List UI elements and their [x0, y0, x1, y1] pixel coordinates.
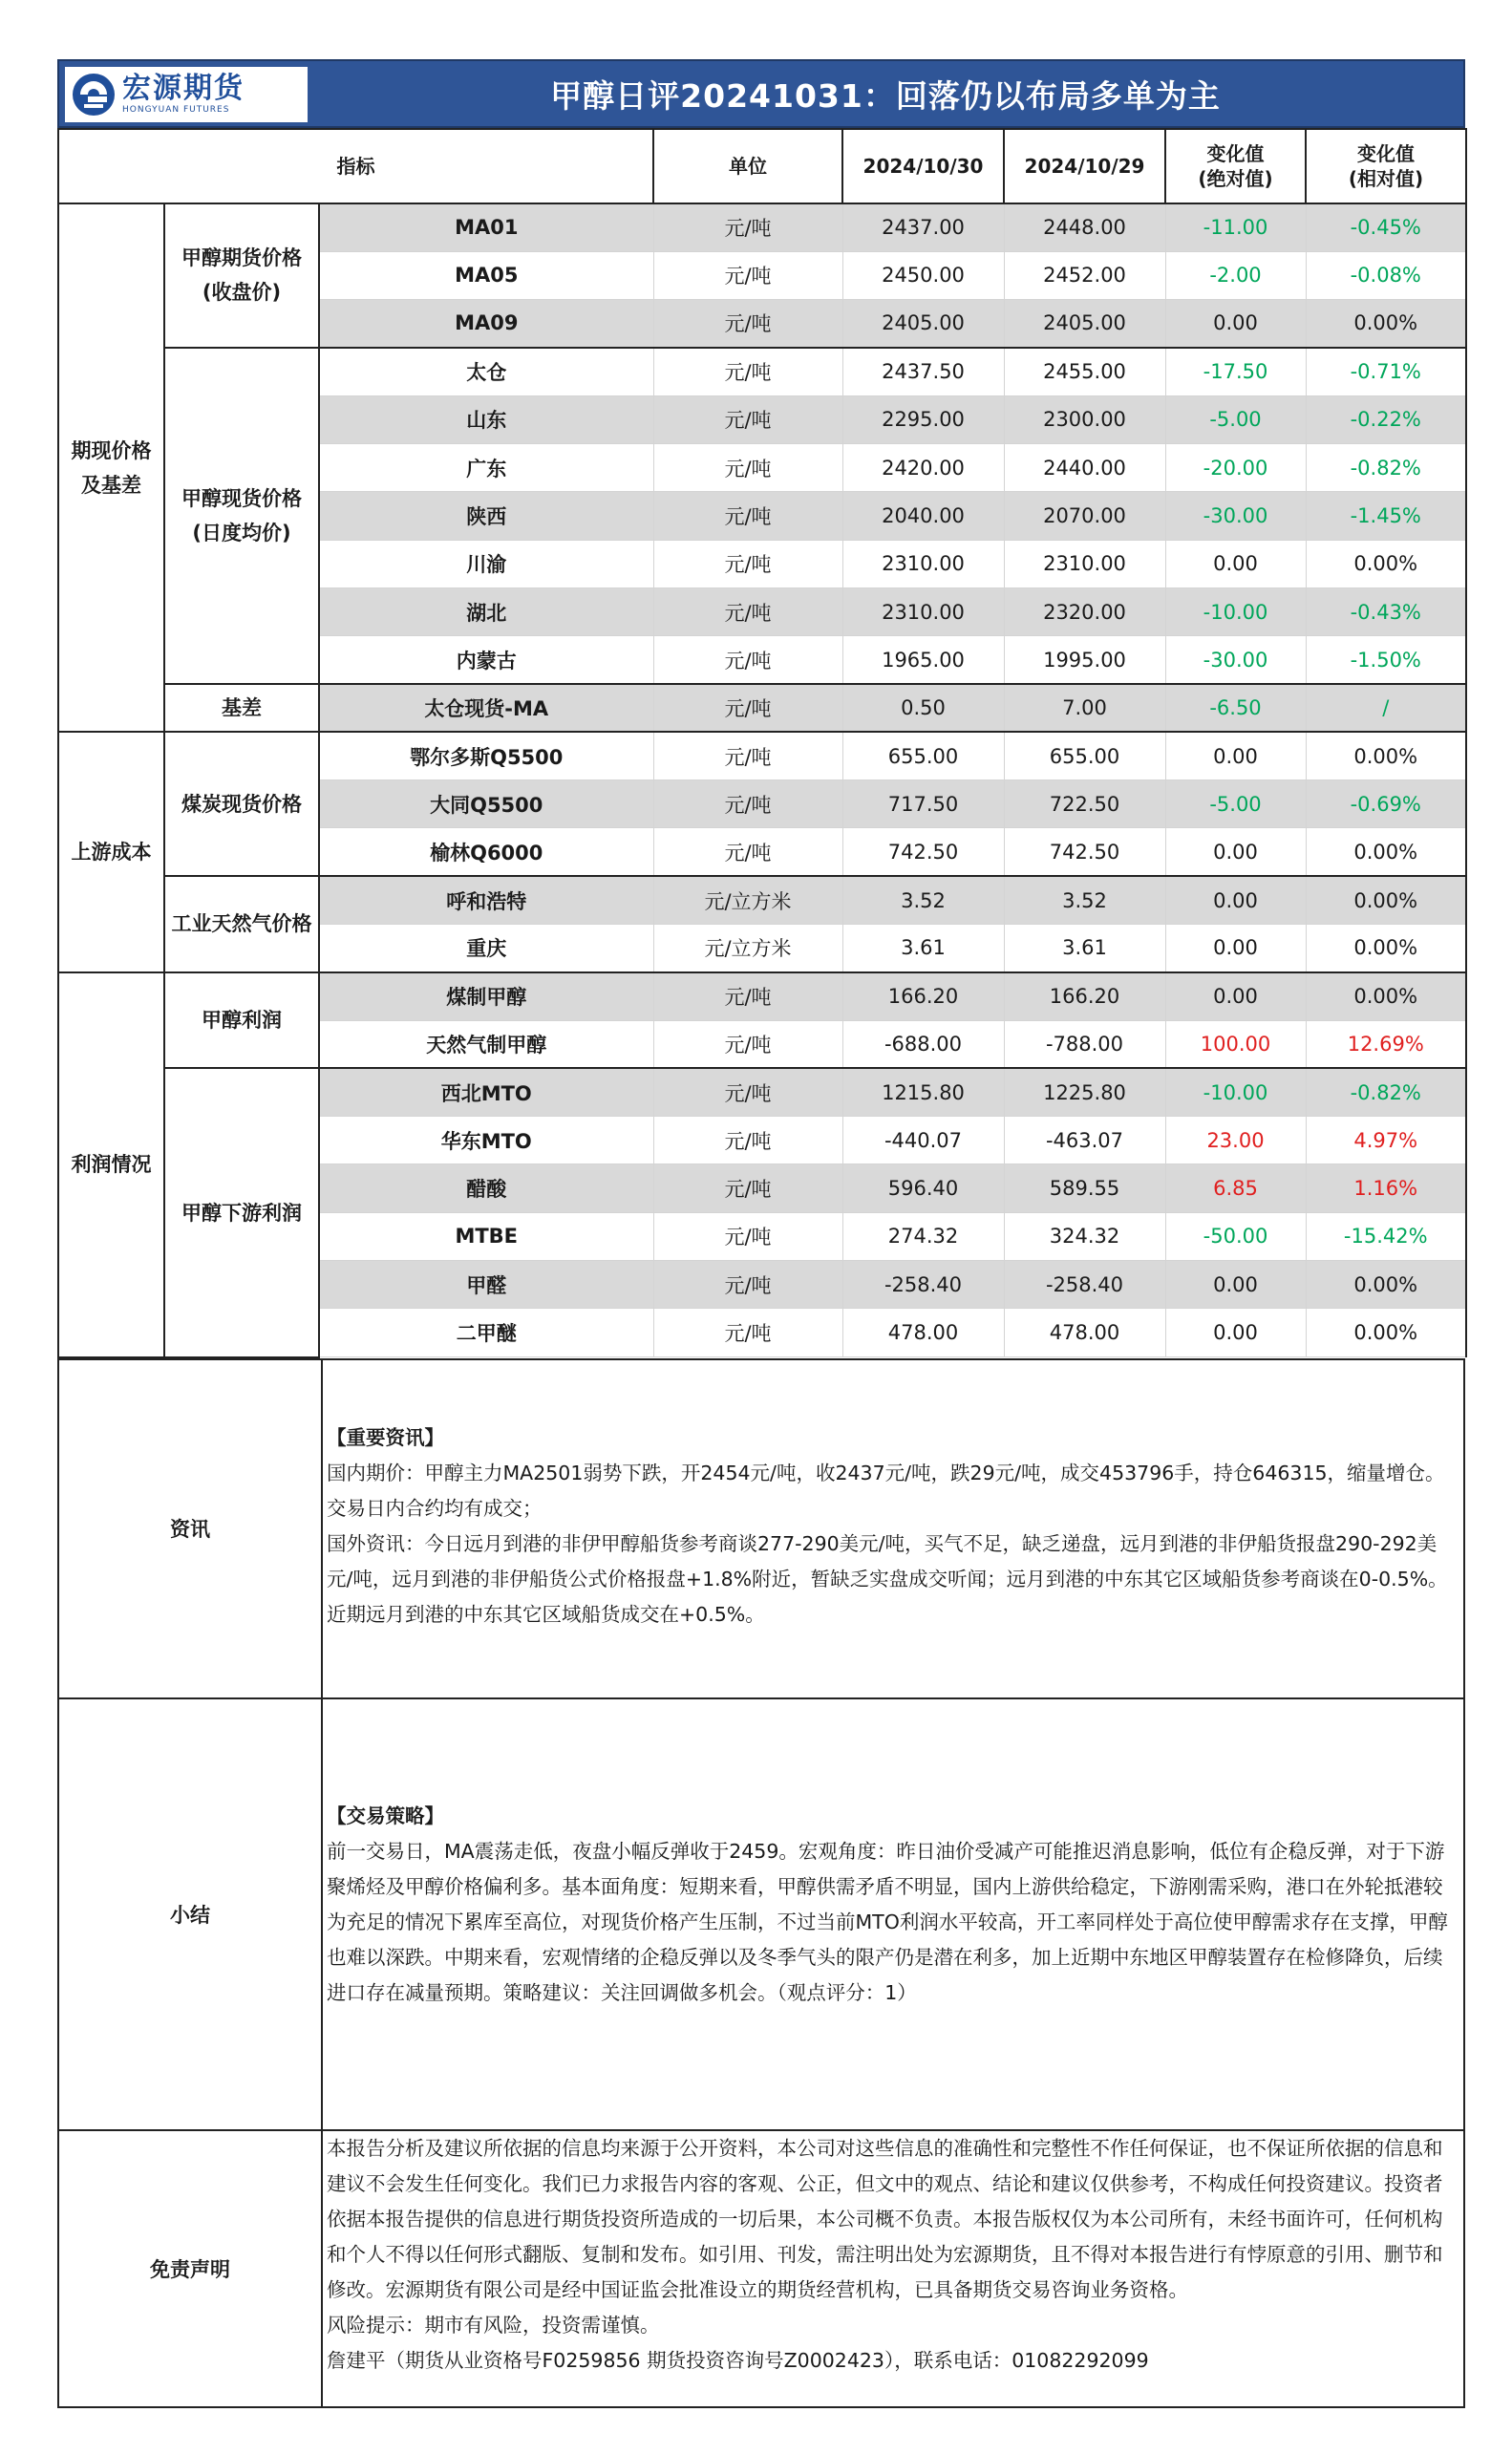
rel-change: 0.00% [1306, 828, 1466, 876]
value-date1: 717.50 [842, 780, 1004, 828]
report-sheet [57, 59, 1465, 2408]
value-date1: 3.61 [842, 924, 1004, 971]
logo-chinese-name: 宏源期货 [122, 72, 245, 105]
value-date1: 2437.00 [842, 203, 1004, 251]
unit-cell: 元/吨 [653, 1261, 842, 1309]
value-date2: 478.00 [1004, 1309, 1165, 1357]
rel-change: -0.69% [1306, 780, 1466, 828]
abs-change: -2.00 [1165, 251, 1306, 299]
value-date1: 274.32 [842, 1212, 1004, 1260]
indicator-name: MA05 [319, 251, 653, 299]
value-date1: 2310.00 [842, 587, 1004, 635]
subgroup-label-methanol-profit: 甲醇利润 [164, 972, 319, 1069]
unit-cell: 元/吨 [653, 828, 842, 876]
indicator-name: 煤制甲醇 [319, 972, 653, 1020]
abs-change: -20.00 [1165, 443, 1306, 491]
indicator-name: 榆林Q6000 [319, 828, 653, 876]
indicator-name: 湖北 [319, 587, 653, 635]
disclaimer-section [58, 2130, 1464, 2407]
unit-cell: 元/吨 [653, 780, 842, 828]
subgroup-label-gas-price: 工业天然气价格 [164, 876, 319, 972]
rel-change: -0.22% [1306, 395, 1466, 443]
indicator-name: 天然气制甲醇 [319, 1020, 653, 1068]
commentary-table [57, 1358, 1465, 2408]
value-date1: 2450.00 [842, 251, 1004, 299]
value-date1: 3.52 [842, 876, 1004, 924]
unit-cell: 元/吨 [653, 1068, 842, 1116]
value-date2: 7.00 [1004, 684, 1165, 732]
value-date2: -788.00 [1004, 1020, 1165, 1068]
summary-body [322, 1698, 1464, 2130]
value-date1: 742.50 [842, 828, 1004, 876]
rel-change: 0.00% [1306, 540, 1466, 587]
abs-change: -11.00 [1165, 203, 1306, 251]
table-row [58, 876, 1466, 924]
value-date2: 2452.00 [1004, 251, 1165, 299]
indicator-name: 大同Q5500 [319, 780, 653, 828]
value-date2: 1995.00 [1004, 636, 1165, 684]
unit-cell: 元/吨 [653, 1117, 842, 1164]
group-label-upstream: 上游成本 [58, 732, 164, 971]
value-date2: -258.40 [1004, 1261, 1165, 1309]
disclaimer-label: 免责声明 [58, 2130, 322, 2407]
table-row [58, 348, 1466, 395]
table-row [58, 1068, 1466, 1116]
abs-change: 0.00 [1165, 732, 1306, 779]
unit-cell: 元/吨 [653, 684, 842, 732]
value-date1: 2310.00 [842, 540, 1004, 587]
value-date2: 2440.00 [1004, 443, 1165, 491]
group-label-futures-spot: 期现价格 及基差 [58, 203, 164, 732]
value-date2: 1225.80 [1004, 1068, 1165, 1116]
value-date2: 324.32 [1004, 1212, 1165, 1260]
indicator-name: 陕西 [319, 492, 653, 540]
value-date2: 655.00 [1004, 732, 1165, 779]
rel-change: -1.45% [1306, 492, 1466, 540]
news-heading: 【重要资讯】 [327, 1425, 444, 1449]
col-header-indicator: 指标 [58, 129, 653, 203]
abs-change: -10.00 [1165, 587, 1306, 635]
col-header-rel-change: 变化值 (相对值) [1306, 129, 1466, 203]
abs-change: -5.00 [1165, 395, 1306, 443]
rel-change: 0.00% [1306, 924, 1466, 971]
abs-change: 23.00 [1165, 1117, 1306, 1164]
col-header-abs-change: 变化值 (绝对值) [1165, 129, 1306, 203]
rel-change: -0.71% [1306, 348, 1466, 395]
hongyuan-logo-icon [71, 72, 117, 117]
rel-change: 1.16% [1306, 1164, 1466, 1212]
rel-change: / [1306, 684, 1466, 732]
summary-label: 小结 [58, 1698, 322, 2130]
value-date2: 166.20 [1004, 972, 1165, 1020]
unit-cell: 元/吨 [653, 540, 842, 587]
abs-change: 100.00 [1165, 1020, 1306, 1068]
indicator-name: 内蒙古 [319, 636, 653, 684]
news-section [58, 1359, 1464, 1698]
indicator-name: 广东 [319, 443, 653, 491]
rel-change: -0.82% [1306, 443, 1466, 491]
abs-change: -17.50 [1165, 348, 1306, 395]
report-title: 甲醇日评20241031：回落仍以布局多单为主 [550, 76, 1221, 115]
table-row [58, 203, 1466, 251]
abs-change: 0.00 [1165, 1261, 1306, 1309]
rel-change: 0.00% [1306, 732, 1466, 779]
value-date2: -463.07 [1004, 1117, 1165, 1164]
value-date1: 1965.00 [842, 636, 1004, 684]
unit-cell: 元/吨 [653, 203, 842, 251]
rel-change: 4.97% [1306, 1117, 1466, 1164]
value-date1: 478.00 [842, 1309, 1004, 1357]
news-label: 资讯 [58, 1359, 322, 1698]
value-date2: 2300.00 [1004, 395, 1165, 443]
table-row [58, 972, 1466, 1020]
report-header [57, 59, 1465, 128]
value-date1: -258.40 [842, 1261, 1004, 1309]
unit-cell: 元/吨 [653, 732, 842, 779]
unit-cell: 元/吨 [653, 395, 842, 443]
abs-change: 0.00 [1165, 828, 1306, 876]
subgroup-label-downstream-profit: 甲醇下游利润 [164, 1068, 319, 1356]
subgroup-label-futures-price: 甲醇期货价格 (收盘价) [164, 203, 319, 348]
unit-cell: 元/吨 [653, 348, 842, 395]
value-date2: 722.50 [1004, 780, 1165, 828]
disclaimer-body [322, 2130, 1464, 2407]
indicator-name: 太仓 [319, 348, 653, 395]
value-date2: 2455.00 [1004, 348, 1165, 395]
indicator-name: 山东 [319, 395, 653, 443]
indicator-table [57, 128, 1467, 1358]
value-date2: 2070.00 [1004, 492, 1165, 540]
value-date2: 3.52 [1004, 876, 1165, 924]
company-logo [65, 67, 308, 122]
abs-change: -5.00 [1165, 780, 1306, 828]
value-date1: 2437.50 [842, 348, 1004, 395]
unit-cell: 元/吨 [653, 251, 842, 299]
indicator-name: 太仓现货-MA [319, 684, 653, 732]
abs-change: -30.00 [1165, 636, 1306, 684]
rel-change: -15.42% [1306, 1212, 1466, 1260]
abs-change: -50.00 [1165, 1212, 1306, 1260]
unit-cell: 元/吨 [653, 443, 842, 491]
unit-cell: 元/吨 [653, 1020, 842, 1068]
indicator-name: 华东MTO [319, 1117, 653, 1164]
rel-change: -0.08% [1306, 251, 1466, 299]
value-date1: 166.20 [842, 972, 1004, 1020]
unit-cell: 元/立方米 [653, 924, 842, 971]
abs-change: 0.00 [1165, 972, 1306, 1020]
indicator-name: 重庆 [319, 924, 653, 971]
abs-change: 0.00 [1165, 924, 1306, 971]
unit-cell: 元/吨 [653, 1164, 842, 1212]
unit-cell: 元/吨 [653, 1309, 842, 1357]
rel-change: 0.00% [1306, 972, 1466, 1020]
indicator-name: 西北MTO [319, 1068, 653, 1116]
rel-change: -0.45% [1306, 203, 1466, 251]
disclaimer-paragraph: 本报告分析及建议所依据的信息均来源于公开资料，本公司对这些信息的准确性和完整性不作任何保证，也不保证所依据的信息和建议不会发生任何变化。我们已力求报告内容的客观、公正，但文中的观点、结论和建议仅供参考，不构成任何投资建议。投资者依据本报告提供的信息进行期货投资所造成的一切后果，本公司概不负责。本报告版权仅为本公司所有，未经书面许可，任何机构和个人不得以任何形式翻版、复制和发布。如引用、刊发，需注明出处为宏源期货，且不得对本报告进行有悖原意的引用、删节和修改。宏源期货有限公司是经中国证监会批准设立的期货经营机构，已具备期货交易咨询业务资格。 [327, 2136, 1443, 2301]
abs-change: 0.00 [1165, 876, 1306, 924]
table-row [58, 732, 1466, 779]
news-paragraph: 国内期价：甲醇主力MA2501弱势下跌，开2454元/吨，收2437元/吨，跌29元/吨，成交453796手，持仓646315，缩量增仓。交易日内合约均有成交； [327, 1461, 1445, 1520]
unit-cell: 元/吨 [653, 972, 842, 1020]
subgroup-label-coal-price: 煤炭现货价格 [164, 732, 319, 876]
value-date2: 2405.00 [1004, 300, 1165, 348]
indicator-name: 鄂尔多斯Q5500 [319, 732, 653, 779]
group-label-profit: 利润情况 [58, 972, 164, 1357]
unit-cell: 元/吨 [653, 1212, 842, 1260]
value-date1: 2420.00 [842, 443, 1004, 491]
abs-change: -30.00 [1165, 492, 1306, 540]
value-date2: 2310.00 [1004, 540, 1165, 587]
indicator-name: MTBE [319, 1212, 653, 1260]
risk-warning: 风险提示：期市有风险，投资需谨慎。 [327, 2313, 660, 2337]
value-date1: -440.07 [842, 1117, 1004, 1164]
unit-cell: 元/立方米 [653, 876, 842, 924]
rel-change: 0.00% [1306, 300, 1466, 348]
unit-cell: 元/吨 [653, 587, 842, 635]
news-paragraph: 国外资讯：今日远月到港的非伊甲醇船货参考商谈277-290美元/吨，买气不足，缺乏递盘，远月到港的非伊船货报盘290-292美元/吨，远月到港的非伊船货公式价格报盘+1.8%附近，暂缺乏实盘成交听闻；远月到港的中东其它区域船货参考商谈在0-0.5%。近期远月到港的中东其它区域船货成交在+0.5%。 [327, 1531, 1448, 1626]
summary-section [58, 1698, 1464, 2130]
indicator-name: MA09 [319, 300, 653, 348]
abs-change: 6.85 [1165, 1164, 1306, 1212]
value-date2: 589.55 [1004, 1164, 1165, 1212]
subgroup-label-basis: 基差 [164, 684, 319, 732]
col-header-unit: 单位 [653, 129, 842, 203]
abs-change: 0.00 [1165, 540, 1306, 587]
unit-cell: 元/吨 [653, 492, 842, 540]
value-date1: -688.00 [842, 1020, 1004, 1068]
table-row [58, 684, 1466, 732]
logo-english-name: HONGYUAN FUTURES [122, 105, 230, 115]
value-date1: 2040.00 [842, 492, 1004, 540]
value-date1: 2295.00 [842, 395, 1004, 443]
rel-change: -1.50% [1306, 636, 1466, 684]
summary-heading: 【交易策略】 [327, 1804, 444, 1827]
value-date1: 596.40 [842, 1164, 1004, 1212]
value-date2: 2448.00 [1004, 203, 1165, 251]
col-header-date2: 2024/10/29 [1004, 129, 1165, 203]
unit-cell: 元/吨 [653, 636, 842, 684]
summary-paragraph: 前一交易日，MA震荡走低，夜盘小幅反弹收于2459。宏观角度：昨日油价受减产可能推迟消息影响，低位有企稳反弹，对于下游聚烯烃及甲醇价格偏利多。基本面角度：短期来看，甲醇供需矛盾不明显，国内上游供给稳定，下游刚需采购，港口在外轮抵港较为充足的情况下累库至高位，对现货价格产生压制，不过当前MTO利润水平较高，开工率同样处于高位使甲醇需求存在支撑，甲醇也难以深跌。中期来看，宏观情绪的企稳反弹以及冬季气头的限产仍是潜在利多，加上近期中东地区甲醇装置存在检修降负，后续进口存在减量预期。策略建议：关注回调做多机会。（观点评分：1） [327, 1839, 1448, 2004]
table-header-row [58, 129, 1466, 203]
value-date2: 742.50 [1004, 828, 1165, 876]
indicator-name: 醋酸 [319, 1164, 653, 1212]
indicator-name: 二甲醚 [319, 1309, 653, 1357]
unit-cell: 元/吨 [653, 300, 842, 348]
rel-change: 0.00% [1306, 876, 1466, 924]
abs-change: -10.00 [1165, 1068, 1306, 1116]
value-date1: 2405.00 [842, 300, 1004, 348]
subgroup-label-spot-price: 甲醇现货价格 (日度均价) [164, 348, 319, 684]
analyst-contact: 詹建平（期货从业资格号F0259856 期货投资咨询号Z0002423），联系电话：01082292099 [327, 2348, 1149, 2372]
news-body [322, 1359, 1464, 1698]
col-header-date1: 2024/10/30 [842, 129, 1004, 203]
indicator-name: MA01 [319, 203, 653, 251]
rel-change: -0.43% [1306, 587, 1466, 635]
indicator-name: 甲醛 [319, 1261, 653, 1309]
value-date1: 655.00 [842, 732, 1004, 779]
value-date2: 3.61 [1004, 924, 1165, 971]
abs-change: 0.00 [1165, 300, 1306, 348]
value-date2: 2320.00 [1004, 587, 1165, 635]
abs-change: 0.00 [1165, 1309, 1306, 1357]
rel-change: 0.00% [1306, 1309, 1466, 1357]
rel-change: 12.69% [1306, 1020, 1466, 1068]
indicator-name: 呼和浩特 [319, 876, 653, 924]
value-date1: 0.50 [842, 684, 1004, 732]
rel-change: 0.00% [1306, 1261, 1466, 1309]
indicator-name: 川渝 [319, 540, 653, 587]
value-date1: 1215.80 [842, 1068, 1004, 1116]
rel-change: -0.82% [1306, 1068, 1466, 1116]
abs-change: -6.50 [1165, 684, 1306, 732]
